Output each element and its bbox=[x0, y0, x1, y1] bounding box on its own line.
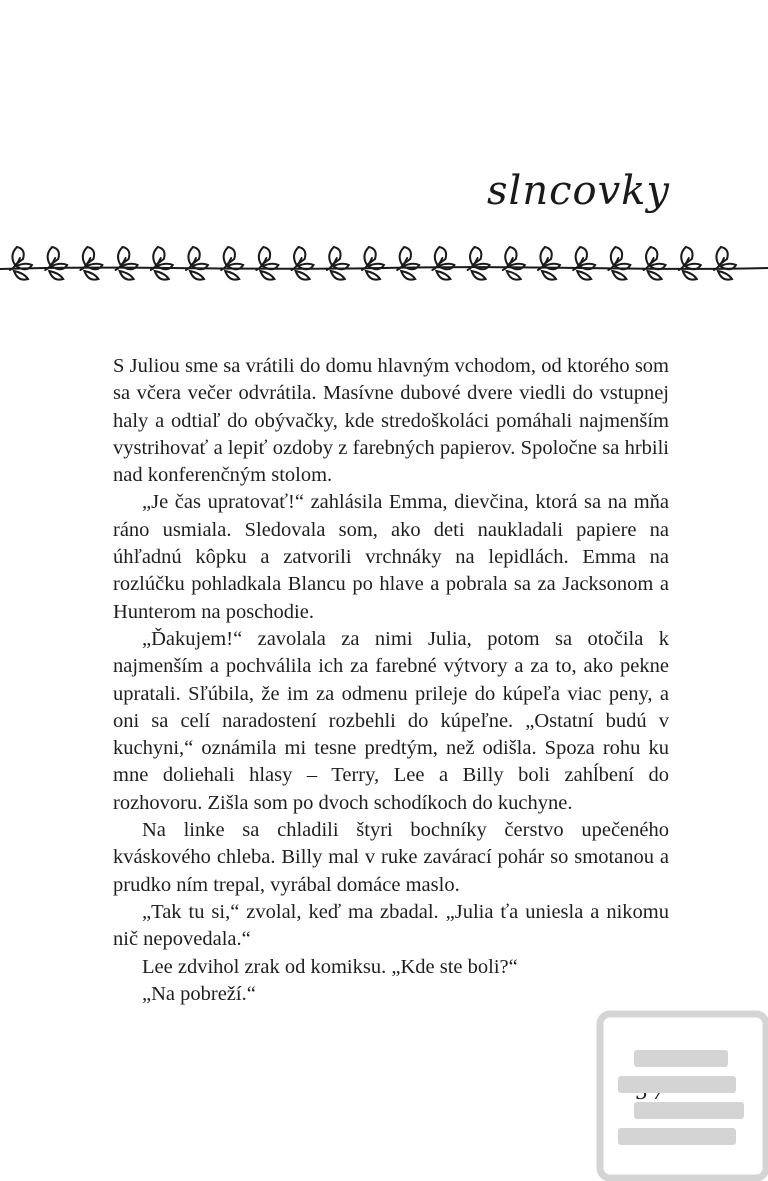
paragraph: „Ďakujem!“ zavolala za nimi Julia, potom sa otočila k najmenším a pochválila ich za farebné výtvory a za to, ako pekne upratali. Sľúbila, že im za odmenu prileje do kúpeľa viac peny, a oni sa celí naradostení rozbehli do kúpeľne. „Ostatní budú v kuchyni,“ oznámila mi tesne predtým, než odišla. Spoza rohu ku mne doliehali hlasy – Terry, Lee a Billy boli zahĺbení do rozhovoru. Zišla som po dvoch schodíkoch do kuchyne. bbox=[113, 627, 669, 814]
paragraph: „Je čas upratovať!“ zahlásila Emma, dievčina, ktorá sa na mňa ráno usmiala. Sledovala som, ako deti naukladali papiere na úhľadnú kôpku a zatvorili vrchnáky na lepidlách. Emma na rozlúčku pohladkala Blancu po hlave a pobrala sa za Jacksonom a Hunterom na poschodie. bbox=[113, 491, 669, 623]
body-text bbox=[113, 353, 669, 1008]
leaf-vine-icon bbox=[0, 238, 768, 294]
paragraph: „Na pobreží.“ bbox=[142, 982, 256, 1005]
chapter-title: slncovky bbox=[487, 168, 670, 214]
paragraph: Lee zdvihol zrak od komiksu. „Kde ste boli?“ bbox=[142, 955, 518, 978]
paragraph: Na linke sa chladili štyri bochníky čerstvo upečeného kváskového chleba. Billy mal v ruke zavárací pohár so smotanou a prudko ním trepal, vyrábal domáce maslo. bbox=[113, 819, 669, 896]
paragraph: S Juliou sme sa vrátili do domu hlavným vchodom, od ktorého som sa včera večer odvrátila. Masívne dubové dvere viedli do vstupnej haly a odtiaľ do obývačky, kde stredoškoláci pomáhali najmenším vystrihovať a lepiť ozdoby z farebných papierov. Spoločne sa hrbili nad konferenčným stolom. bbox=[113, 355, 669, 487]
book-stack-icon bbox=[596, 1010, 768, 1181]
paragraph: „Tak tu si,“ zvolal, keď ma zbadal. „Julia ťa uniesla a nikomu nič nepovedala.“ bbox=[113, 900, 669, 951]
